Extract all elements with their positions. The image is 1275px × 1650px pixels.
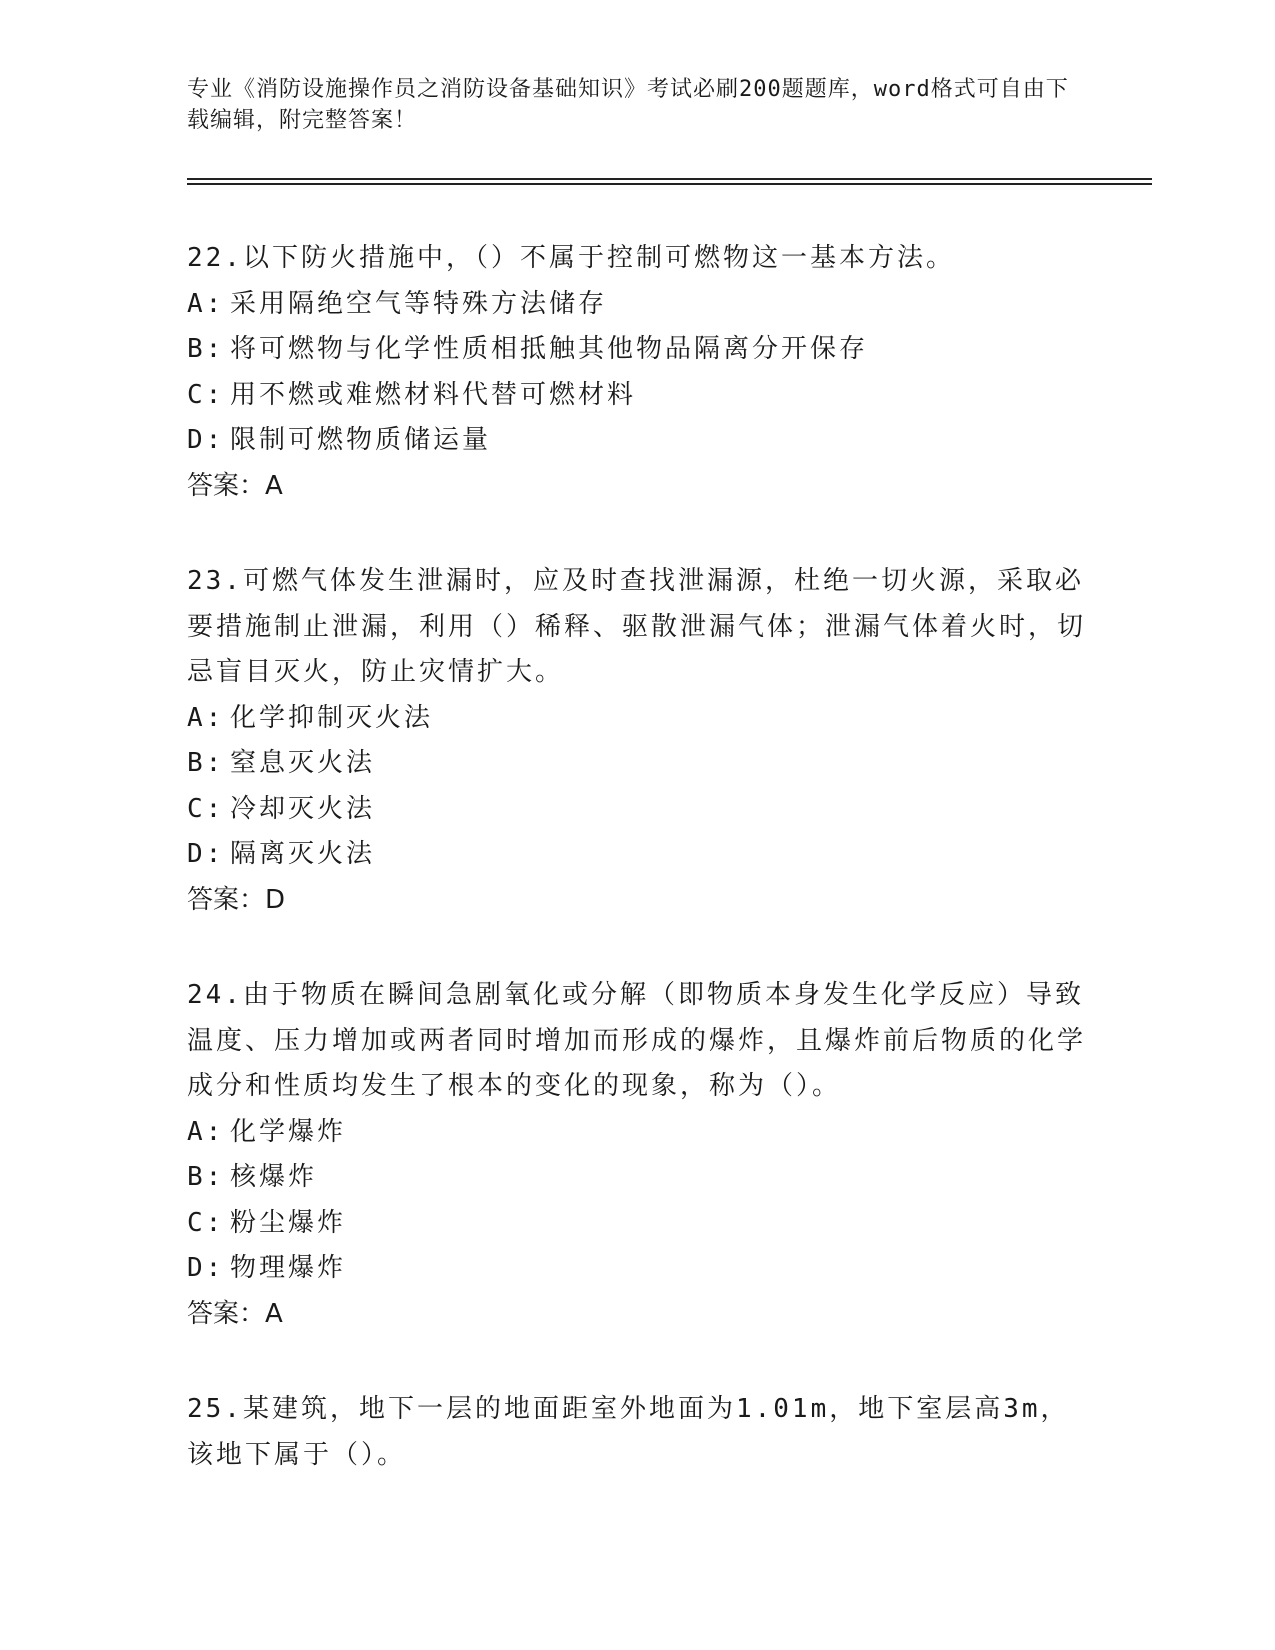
option-c bbox=[187, 787, 1087, 833]
option-text: 化学抑制灭火法 bbox=[230, 702, 434, 733]
option-d bbox=[187, 1246, 1087, 1292]
option-d bbox=[187, 418, 1087, 464]
document-header: 专业《消防设施操作员之消防设备基础知识》考试必刷200题题库，word格式可自由下载编辑，附完整答案！ bbox=[187, 77, 1069, 133]
option-a bbox=[187, 1110, 1087, 1156]
option-text: 采用隔绝空气等特殊方法储存 bbox=[230, 288, 608, 319]
option-letter: B: bbox=[187, 334, 225, 364]
option-letter: B: bbox=[187, 1162, 225, 1192]
option-b bbox=[187, 327, 1087, 373]
option-c bbox=[187, 373, 1087, 419]
option-letter: D: bbox=[187, 425, 225, 455]
option-text: 化学爆炸 bbox=[230, 1116, 347, 1147]
option-b bbox=[187, 741, 1087, 787]
option-d bbox=[187, 832, 1087, 878]
header-divider-top bbox=[187, 178, 1152, 180]
question-stem: 23.可燃气体发生泄漏时，应及时查找泄漏源，杜绝一切火源，采取必要措施制止泄漏，利用（）稀释、驱散泄漏气体；泄漏气体着火时，切忌盲目灭火，防止灾情扩大。 bbox=[187, 566, 1087, 687]
option-c bbox=[187, 1201, 1087, 1247]
option-letter: B: bbox=[187, 748, 225, 778]
option-text: 窒息灭火法 bbox=[230, 748, 376, 778]
question-24 bbox=[187, 973, 1087, 1337]
question-stem: 24.由于物质在瞬间急剧氧化或分解（即物质本身发生化学反应）导致温度、压力增加或两者同时增加而形成的爆炸，且爆炸前后物质的化学成分和性质均发生了根本的变化的现象，称为（）。 bbox=[187, 980, 1087, 1101]
option-text: 限制可燃物质储运量 bbox=[230, 425, 492, 455]
option-letter: C: bbox=[187, 793, 225, 824]
option-letter: A: bbox=[187, 702, 225, 733]
option-text: 物理爆炸 bbox=[230, 1253, 347, 1283]
option-text: 冷却灭火法 bbox=[230, 793, 376, 824]
option-text: 用不燃或难燃材料代替可燃材料 bbox=[230, 379, 637, 410]
option-b bbox=[187, 1155, 1087, 1201]
option-text: 粉尘爆炸 bbox=[230, 1207, 347, 1238]
answer-line: 答案：D bbox=[187, 884, 286, 915]
question-list bbox=[187, 236, 1087, 1528]
question-25 bbox=[187, 1387, 1087, 1478]
option-letter: A: bbox=[187, 1116, 225, 1147]
option-letter: D: bbox=[187, 1253, 225, 1283]
question-stem: 25.某建筑，地下一层的地面距室外地面为1.01m，地下室层高3m，该地下属于（）。 bbox=[187, 1394, 1070, 1470]
header-divider-bottom bbox=[187, 183, 1152, 185]
question-23 bbox=[187, 559, 1087, 923]
option-letter: C: bbox=[187, 379, 225, 410]
option-a bbox=[187, 282, 1087, 328]
option-letter: C: bbox=[187, 1207, 225, 1238]
question-22 bbox=[187, 236, 1087, 509]
option-text: 隔离灭火法 bbox=[230, 839, 376, 869]
answer-line: 答案：A bbox=[187, 470, 283, 501]
option-a bbox=[187, 696, 1087, 742]
option-letter: A: bbox=[187, 288, 225, 319]
option-letter: D: bbox=[187, 839, 225, 869]
answer-line: 答案：A bbox=[187, 1298, 283, 1329]
option-text: 核爆炸 bbox=[230, 1162, 318, 1192]
question-stem: 22.以下防火措施中，（）不属于控制可燃物这一基本方法。 bbox=[187, 243, 955, 273]
option-text: 将可燃物与化学性质相抵触其他物品隔离分开保存 bbox=[230, 334, 869, 364]
